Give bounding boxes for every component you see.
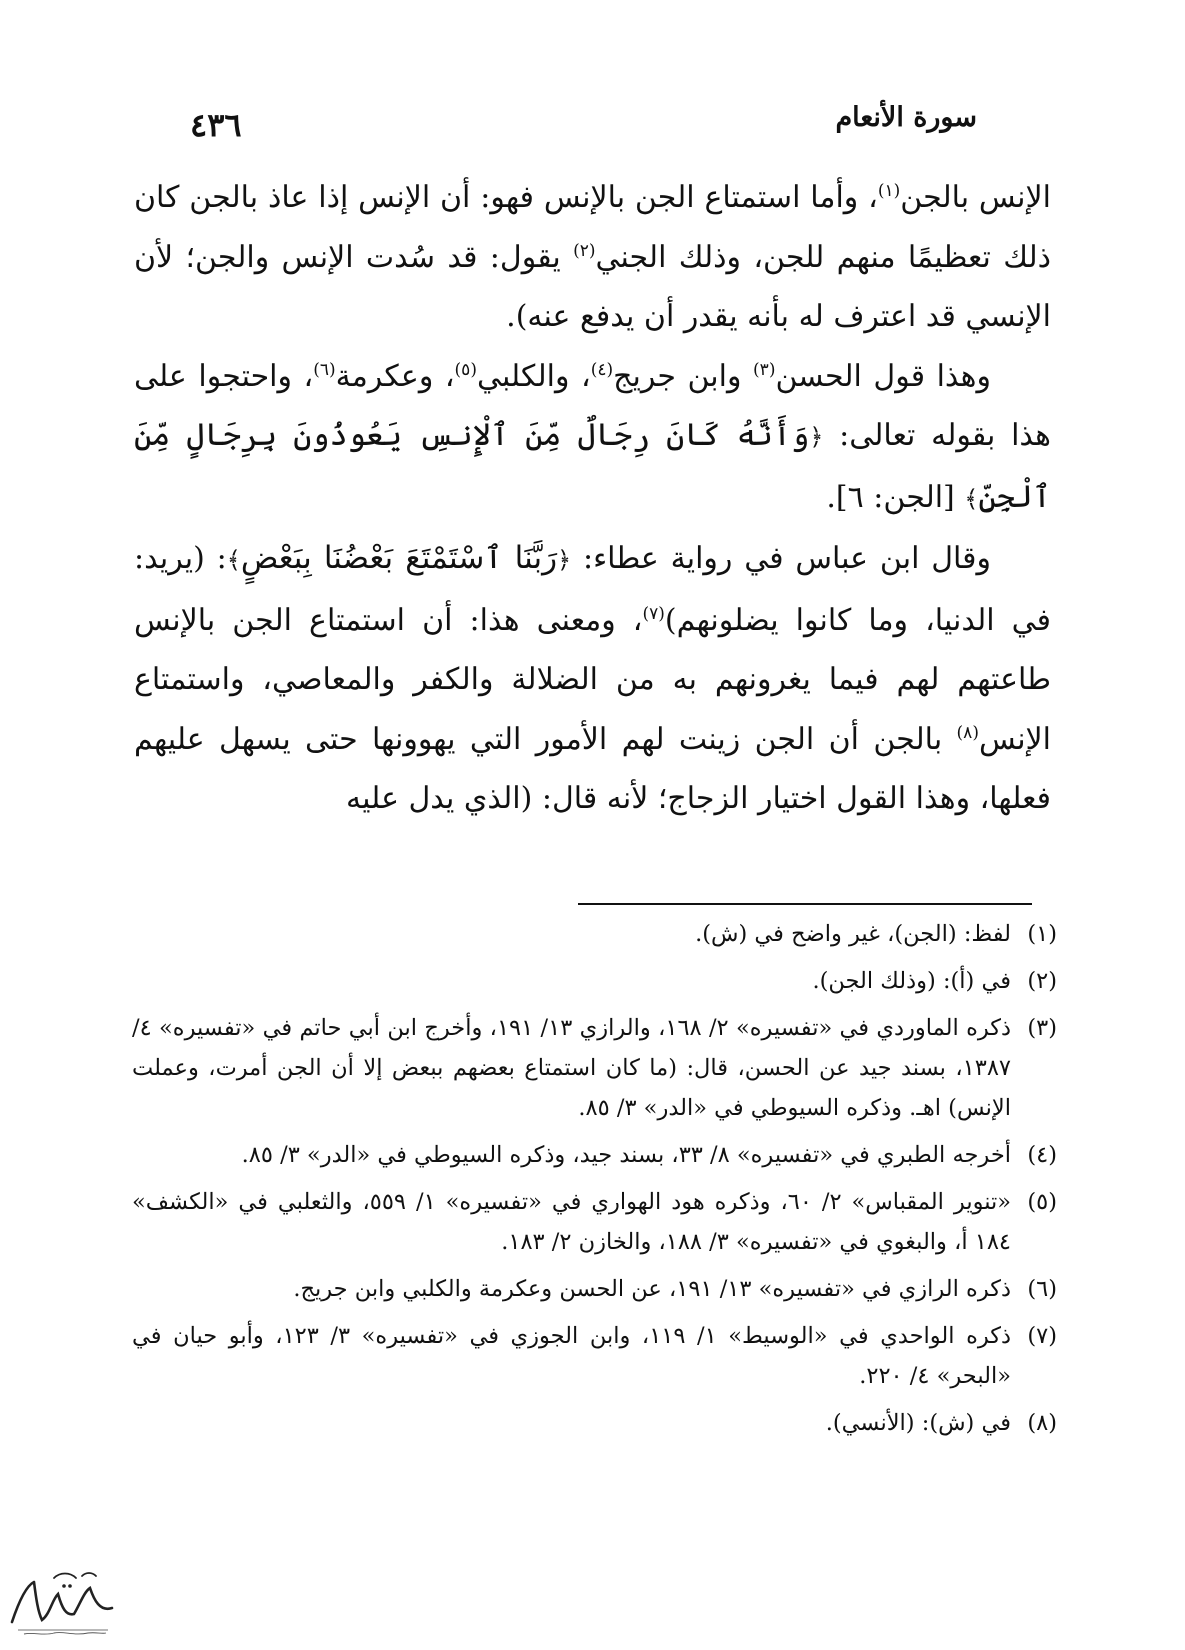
text-run: وابن جريج	[613, 358, 754, 394]
footnote	[132, 1316, 1057, 1396]
publisher-logo	[4, 1564, 122, 1638]
footnotes	[132, 914, 1057, 1450]
text-run: ، والكلبي	[476, 358, 591, 394]
footnote-number: (١)	[1027, 921, 1057, 947]
footnote	[132, 1008, 1057, 1128]
footnote-ref-5[interactable]: (٥)	[454, 359, 477, 380]
text-run: ، وعكرمة	[335, 358, 455, 394]
text-run: يقول: قد سُدت الإنس والجن؛ لأن الإنسي قد اعترف له بأنه يقدر أن يدفع عنه).	[134, 239, 1051, 334]
footnote	[132, 1403, 1057, 1443]
footnote-ref-7[interactable]: (٧)	[642, 603, 665, 624]
paragraph-3	[134, 529, 1051, 829]
footnote-number: (٥)	[1027, 1189, 1057, 1215]
footnote	[132, 1269, 1057, 1309]
main-text	[134, 168, 1051, 829]
footnote-number: (٤)	[1027, 1142, 1057, 1168]
footnote-number: (٣)	[1027, 1015, 1057, 1041]
footnote-ref-2[interactable]: (٢)	[573, 240, 596, 261]
running-header	[130, 92, 1055, 142]
quran-bracket-close: ﴾	[964, 484, 979, 513]
footnote-separator	[578, 903, 1032, 905]
text-run: ، واحتجوا على هذا بقوله تعالى:	[134, 358, 1051, 453]
text-run: الإنس بالجن	[900, 180, 1051, 215]
footnote-text: في (ش): (الأنسي).	[825, 1410, 1011, 1436]
footnote-text: أخرجه الطبري في «تفسيره» ٨/ ٣٣، بسند جيد، وذكره السيوطي في «الدر» ٣/ ٨٥.	[241, 1142, 1011, 1168]
footnote-text: لفظ: (الجن)، غير واضح في (ش).	[695, 921, 1011, 947]
footnote-ref-8[interactable]: (٨)	[956, 722, 979, 743]
text-run: : (يريد: في الدنيا، وما كانوا يضلونهم)	[134, 541, 1051, 638]
quran-bracket-open: ﴿	[809, 423, 824, 451]
footnote	[132, 1182, 1057, 1262]
footnote-ref-3[interactable]: (٣)	[753, 359, 776, 380]
footnote	[132, 961, 1057, 1001]
footnote-ref-4[interactable]: (٤)	[590, 359, 614, 380]
text-run: وهذا قول الحسن	[775, 358, 991, 394]
footnote-number: (٦)	[1027, 1276, 1057, 1302]
footnote-ref-1[interactable]: (١)	[877, 181, 901, 201]
surah-title: سورة الأنعام	[835, 102, 977, 133]
page-number: ٤٣٦	[190, 106, 242, 144]
quran-bracket-close: ﴾	[226, 546, 241, 574]
footnote	[132, 1135, 1057, 1175]
text-run: وقال ابن عباس في رواية عطاء:	[571, 541, 991, 576]
footnote-text: ذكره الرازي في «تفسيره» ١٣/ ١٩١، عن الحسن وعكرمة والكلبي وابن جريج.	[293, 1276, 1011, 1302]
footnote-number: (٧)	[1027, 1323, 1057, 1349]
footnote-text: ذكره الواحدي في «الوسيط» ١/ ١١٩، وابن الجوزي في «تفسيره» ٣/ ١٢٣، وأبو حيان في «البحر» ٤/ ٢٢٠.	[132, 1323, 1012, 1389]
footnote-text: في (أ): (وذلك الجن).	[812, 968, 1011, 994]
quran-verse: وَأَنَّهُ كَانَ رِجَالٌ مِّنَ ٱلْإِنسِ يَعُوذُونَ بِرِجَالٍ مِّنَ ٱلْجِنِّ	[134, 417, 1051, 515]
footnote-ref-6[interactable]: (٦)	[313, 359, 336, 380]
text-run: ، ومعنى هذا: أن استمتاع الجن بالإنس طاعتهم لهم فيما يغرونهم به من الضلالة والكفر والمعاصي، واستمتاع الإنس	[134, 602, 1051, 757]
footnote-number: (٢)	[1027, 968, 1057, 994]
footnote-text: ذكره الماوردي في «تفسيره» ٢/ ١٦٨، والرازي ١٣/ ١٩١، وأخرج ابن أبي حاتم في «تفسيره» ٤/ ١٣٨٧، بسند جيد عن الحسن، قال: (ما كان استمتاع بعضهم ببعض إلا أن الجن أمرت، وعملت الإنس) اهـ. وذكره السيوطي في «الدر» ٣/ ٨٥.	[132, 1015, 1012, 1121]
text-run: بالجن أن الجن زينت لهم الأمور التي يهوونها حتى يسهل عليهم فعلها، وهذا القول اختيار الزجاج؛ لأنه قال: (الذي يدل عليه	[134, 721, 1051, 816]
paragraph-2	[134, 347, 1051, 530]
paragraph-1	[134, 168, 1051, 347]
footnote-number: (٨)	[1027, 1410, 1057, 1436]
text-run: ، وأما استمتاع الجن بالإنس فهو: أن الإنس إذا عاذ بالجن كان ذلك تعظيمًا منهم للجن، وذلك الجني	[134, 180, 1051, 275]
quran-bracket-open: ﴿	[557, 546, 572, 574]
quran-verse: رَبَّنَا ٱسْتَمْتَعَ بَعْضُنَا بِبَعْضٍ	[240, 540, 558, 576]
verse-citation: [الجن: ٦].	[826, 479, 965, 515]
footnote-text: «تنوير المقباس» ٢/ ٦٠، وذكره هود الهواري في «تفسيره» ١/ ٥٥٩، والثعلبي في «الكشف» ١٨٤ أ، والبغوي في «تفسيره» ٣/ ١٨٨، والخازن ٢/ ١٨٣.	[132, 1189, 1012, 1255]
footnote	[132, 914, 1057, 954]
